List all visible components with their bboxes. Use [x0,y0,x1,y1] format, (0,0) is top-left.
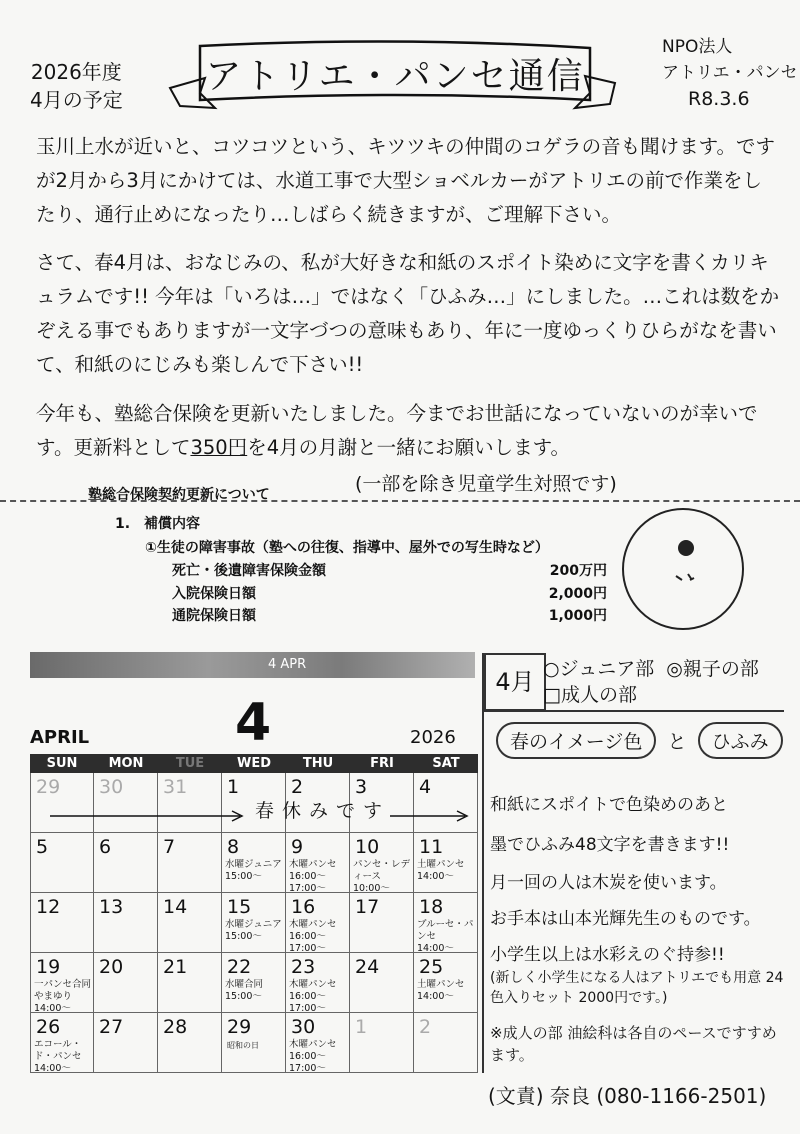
insurance-row [172,560,607,580]
day-number: 22 [227,956,252,978]
day-number: 14 [163,896,188,918]
newsletter-title: アトリエ・パンセ通信 [205,56,585,97]
calendar-day-cell [94,893,158,953]
weekday-thu: THU [302,756,334,771]
day-number: 10 [355,836,380,858]
day-number: 12 [36,896,61,918]
calendar-day-cell [158,833,222,893]
panel-month: 4月 [484,653,546,711]
insurance-item-1: 1. 補償内容 [115,516,201,532]
right-panel [482,653,789,1073]
class-note: パンセ・レディース 10:00〜 [353,859,411,893]
insurance-row [172,605,607,625]
class-note: ブルーセ・パンセ 14:00〜 [417,919,474,953]
insurance-note: (一部を除き児童学生対照です) [355,473,617,495]
panel-line-2: 墨でひふみ48文字を書きます!! [490,835,730,855]
day-number: 11 [419,836,444,858]
class-note: 木曜パンセ 16:00〜 17:00〜 [289,859,337,893]
calendar-year: 2026 [410,727,456,748]
paragraph-construction: 玉川上水が近いと、コツコツという、キツツキの仲間のコゲラの音も聞けます。ですが2月から3月にかけては、水道工事で大型ショベルカーがアトリエの前で作業をしたり、通行止めになったり…しばらく続きますが、ご理解下さい。 [36,135,776,226]
paragraph-curriculum: さて、春4月は、おなじみの、私が大好きな和紙のスポイト染めに文字を書くカリキュラムです!! 今年は「いろは…」ではなく「ひふみ…」にしました。…これは数をかぞえる事でもありますが一文字づつの意味もあり、年に一度ゆっくりひらがなを書いて、和紙のにじみも楽しんで下さい!! [36,251,780,376]
month-stamp-bar [30,652,475,678]
panel-line-5: 小学生以上は水彩えのぐ持参!! [490,945,725,965]
theme-and: と [667,731,687,753]
paragraph-insurance [36,397,781,465]
calendar-day-cell [414,953,478,1013]
calendar-month-number: 4 [235,693,272,753]
calendar-day-cell [94,953,158,1013]
day-number: 30 [291,1016,316,1038]
calendar-day-cell [30,953,94,1013]
day-number: 23 [291,956,316,978]
face-sketch-icon [624,510,742,628]
day-number: 7 [163,836,176,858]
weekday-header [30,754,478,773]
class-note: 水曜ジュニア 15:00〜 [225,919,282,942]
day-number: 17 [355,896,380,918]
class-note: 水曜合同 15:00〜 [225,979,264,1002]
day-number: 2 [291,776,304,798]
organization [662,34,798,86]
calendar-day-cell [30,893,94,953]
calendar-day-cell [286,833,350,893]
insurance-fee: 350円 [190,436,248,459]
calendar-day-cell [414,893,478,953]
insurance-text-post: を4月の月謝と一緒にお願いします。 [247,436,571,459]
weekday-mon: MON [108,756,144,771]
day-number: 30 [99,776,124,798]
insurance-text-pre: 今年も、塾総合保険を更新いたしました。今までお世話になっていないのが幸いです。更新料として [36,402,758,459]
panel-line-6: (新しく小学生になる人はアトリエでも用意 24色入りセット 2000円です。) [490,970,784,1006]
cut-line [0,500,800,502]
panel-line-4: お手本は山本光輝先生のものです。 [490,909,761,929]
day-number: 3 [355,776,368,798]
day-number: 5 [36,836,49,858]
calendar-day-cell [286,1013,350,1073]
header-fiscal-year [30,58,123,114]
day-number: 15 [227,896,252,918]
day-number: 13 [99,896,124,918]
day-number: 1 [355,1016,368,1038]
calendar-day-cell [222,833,286,893]
calendar-day-cell [158,893,222,953]
calendar-day-cell [414,773,478,833]
calendar-day-cell [286,953,350,1013]
spring-break-label: 春休みです [255,800,391,822]
holiday-label: 昭和の日 [227,1041,259,1050]
calendar-day-cell [94,833,158,893]
class-note: 木曜パンセ 16:00〜 17:00〜 [289,1039,337,1073]
calendar-day-cell [222,1013,286,1073]
day-number: 31 [163,776,188,798]
day-number: 27 [99,1016,124,1038]
day-number: 24 [355,956,380,978]
weekday-sat: SAT [432,756,460,771]
calendar-day-cell [222,893,286,953]
day-number: 2 [419,1016,432,1038]
day-number: 9 [291,836,304,858]
calendar-day-cell [350,1013,414,1073]
contact-info: (文責) 奈良 (080-1166-2501) [488,1084,767,1108]
class-note: エコール・ド・パンセ 14:00〜 [34,1039,82,1073]
theme-hifumi: ひふみ [698,722,783,759]
calendar-day-cell [94,1013,158,1073]
insurance-title: 塾総合保険契約更新について [88,487,270,503]
insurance-row [172,583,607,603]
insurance-row-value: 1,000円 [548,608,607,624]
calendar-day-cell [350,893,414,953]
panel-line-7: ※成人の部 油絵科は各自のペースですすめます。 [490,1024,777,1064]
insurance-row-label: 通院保険日額 [172,608,256,624]
calendar-day-cell [414,1013,478,1073]
class-note: 土曜パンセ 14:00〜 [417,859,465,882]
insurance-row-label: 死亡・後遺障害保険金額 [172,563,326,579]
calendar-day-cell [158,773,222,833]
day-number: 18 [419,896,444,918]
calendar-day-cell [94,773,158,833]
class-note: 木曜パンセ 16:00〜 17:00〜 [289,919,337,953]
insurance-item-2: ①生徒の障害事故（塾への往復、指導中、屋外での写生時など） [145,540,549,556]
insurance-row-label: 入院保険日額 [172,586,256,602]
day-number: 25 [419,956,444,978]
day-number: 16 [291,896,316,918]
day-number: 6 [99,836,112,858]
weekday-tue: TUE [175,756,205,771]
month-stamp-label: 4 APR [268,657,307,672]
class-note: 一パンセ合同 やまゆり 14:00〜 [34,979,92,1013]
division-parent-child: ◎親子の部 [666,658,759,680]
calendar-day-cell [350,833,414,893]
calendar-day-cell [158,953,222,1013]
calendar-day-cell [158,1013,222,1073]
division-junior: ○ジュニア部 [543,658,655,680]
day-number: 28 [163,1016,188,1038]
theme-row [496,722,783,759]
calendar-month-name: APRIL [30,727,90,748]
issue-date: R8.3.6 [688,88,750,110]
day-number: 1 [227,776,240,798]
calendar-day-cell [286,893,350,953]
theme-spring-colors: 春のイメージ色 [496,722,656,759]
weekday-sun: SUN [46,756,78,771]
weekday-fri: FRI [370,756,394,771]
day-number: 29 [227,1016,252,1038]
drawing-circle [622,508,744,630]
day-number: 20 [99,956,124,978]
day-number: 8 [227,836,240,858]
calendar-day-cell [222,953,286,1013]
day-number: 21 [163,956,188,978]
calendar-day-cell [30,773,94,833]
day-number: 26 [36,1016,61,1038]
class-note: 土曜パンセ 14:00〜 [417,979,465,1002]
insurance-row-value: 200万円 [549,563,607,579]
calendar-day-cell [414,833,478,893]
day-number: 29 [36,776,61,798]
calendar-day-cell [350,953,414,1013]
org-type: NPO法人 [662,37,733,57]
class-note: 水曜ジュニア 15:00〜 [225,859,282,882]
calendar-day-cell [30,1013,94,1073]
division-adult: □成人の部 [543,684,637,706]
fiscal-year-label: 2026年度 [30,60,122,84]
panel-line-1: 和紙にスポイトで色染めのあと [490,795,728,815]
calendar-day-cell [30,833,94,893]
org-name: アトリエ・パンセ [662,63,798,83]
insurance-row-value: 2,000円 [548,586,607,602]
day-number: 19 [36,956,61,978]
division-list [543,656,759,708]
schedule-label: 4月の予定 [30,88,123,112]
day-number: 4 [419,776,432,798]
weekday-wed: WED [236,756,271,771]
panel-divider [484,710,784,712]
panel-line-3: 月一回の人は木炭を使います。 [490,873,727,893]
class-note: 木曜パンセ 16:00〜 17:00〜 [289,979,337,1013]
